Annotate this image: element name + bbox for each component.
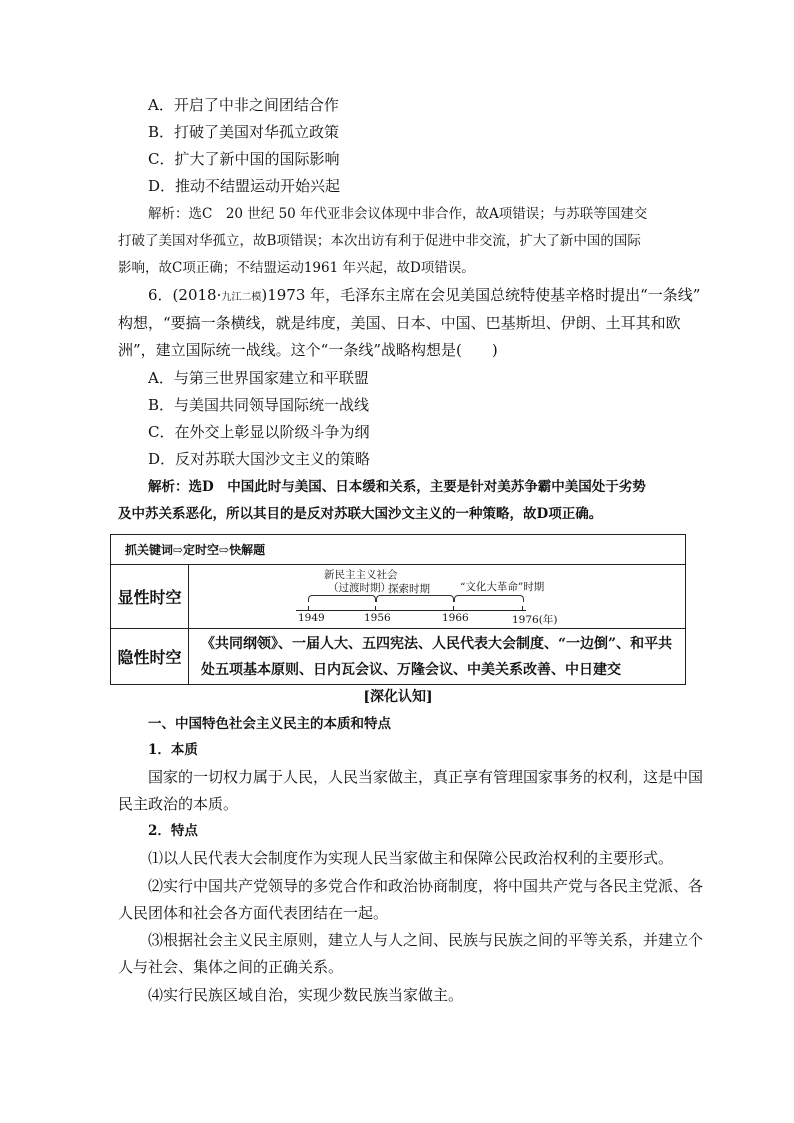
year-1976: 1976(年): [512, 614, 558, 626]
q5-option-a: A．开启了中非之间团结合作: [148, 96, 339, 114]
q6-option-a: A．与第三世界国家建立和平联盟: [148, 369, 369, 387]
q6-option-d: D．反对苏联大国沙文主义的策略: [148, 450, 371, 468]
timeline-label-new-democracy: 新民主主义社会: [324, 569, 398, 581]
section-title: [深化认知]: [363, 689, 433, 705]
implicit-content: [201, 631, 676, 683]
subheading-features: 2．特点: [148, 823, 198, 839]
row-label-implicit: 隐性时空: [111, 629, 189, 684]
essence-text-line-2: 民主政治的本质。: [118, 795, 239, 813]
q6-source: 九江二模: [221, 292, 262, 303]
year-1956: 1956: [364, 612, 391, 624]
feature-1: ⑴以人民代表大会制度作为实现人民当家做主和保障公民政治权利的主要形式。: [148, 849, 674, 867]
timeline-label-cultural-revolution: “文化大革命”时期: [460, 581, 545, 593]
brace-1956-1966: [376, 595, 454, 602]
q6-analysis-line-1: 解析：选D 中国此时与美国、日本缓和关系，主要是针对美苏争霸中美国处于劣势: [148, 479, 646, 495]
q6-stem-line-3: 洲”，建立国际统一战线。这个“一条线”战略构想是( ): [118, 341, 498, 359]
implicit-line-2: 处五项基本原则、日内瓦会议、万隆会议、中美关系改善、中日建交: [201, 662, 621, 678]
table-header: 抓关键词⇨定时空⇨快解题: [111, 535, 685, 565]
q6-option-c: C．在外交上彰显以阶级斗争为纲: [148, 423, 370, 441]
q6-analysis-line-2: 及中苏关系恶化，所以其目的是反对苏联大国沙文主义的一种策略，故D项正确。: [118, 506, 603, 522]
q6-stem-line-2: 构想，“要搞一条横线，就是纬度，美国、日本、中国、巴基斯坦、伊朗、土耳其和欧: [118, 314, 681, 332]
timeline-label-transition: （过渡时期）: [328, 582, 391, 594]
feature-3-line-1: ⑶根据社会主义民主原则，建立人与人之间、民族与民族之间的平等关系，并建立个: [148, 931, 704, 949]
q5-analysis-line-3: 影响，故C项正确；不结盟运动1961 年兴起，故D项错误。: [118, 260, 475, 276]
timeline-axis: [296, 610, 526, 611]
q5-option-b: B．打破了美国对华孤立政策: [148, 123, 340, 141]
year-1966: 1966: [442, 612, 469, 624]
tick-1966: [453, 606, 454, 611]
q6-option-b: B．与美国共同领导国际统一战线: [148, 396, 370, 414]
timeline-label-exploration: 探索时期: [388, 583, 430, 595]
q6-stem-line-1: [148, 282, 708, 311]
feature-4: ⑷实行民族区域自治，实现少数民族当家做主。: [148, 986, 464, 1004]
q5-analysis-line-1: 解析：选C 20 世纪 50 年代亚非会议体现中非合作，故A项错误；与苏联等国建交: [148, 206, 648, 222]
key-points-table: [110, 534, 686, 685]
row-label-explicit: 显性时空: [111, 565, 189, 628]
q5-option-d: D．推动不结盟运动开始兴起: [148, 177, 341, 195]
table-row-explicit: [111, 565, 685, 629]
q6-stem-rest: )1973 年，毛泽东主席在会见美国总统特使基辛格时提出“一条线”: [261, 286, 701, 304]
tick-1956: [375, 606, 376, 611]
timeline: [296, 565, 596, 629]
year-1949: 1949: [298, 612, 325, 624]
brace-1949-1956: [308, 595, 376, 602]
feature-2-line-1: ⑵实行中国共产党领导的多党合作和政治协商制度，将中国共产党与各民主党派、各: [148, 877, 704, 895]
implicit-line-1: 《共同纲领》、一届人大、五四宪法、人民代表大会制度、“一边倒”、和平共: [201, 636, 673, 652]
subheading-essence: 1．本质: [148, 742, 198, 758]
essence-text-line-1: 国家的一切权力属于人民，人民当家做主，真正享有管理国家事务的权利，这是中国: [148, 768, 704, 786]
table-row-implicit: [111, 629, 685, 684]
q5-analysis-line-2: 打破了美国对华孤立，故B项错误；本次出访有利于促进中非交流，扩大了新中国的国际: [118, 233, 641, 249]
feature-2-line-2: 人民团体和社会各方面代表团结在一起。: [118, 904, 389, 922]
section-heading: 一、中国特色社会主义民主的本质和特点: [148, 716, 391, 732]
tick-1949: [308, 606, 309, 611]
q5-option-c: C．扩大了新中国的国际影响: [148, 150, 340, 168]
q6-number: 6．(2018·: [148, 286, 222, 304]
brace-1966-1976: [454, 595, 524, 602]
feature-3-line-2: 人与社会、集体之间的正确关系。: [118, 958, 344, 976]
tick-1976: [522, 606, 523, 611]
